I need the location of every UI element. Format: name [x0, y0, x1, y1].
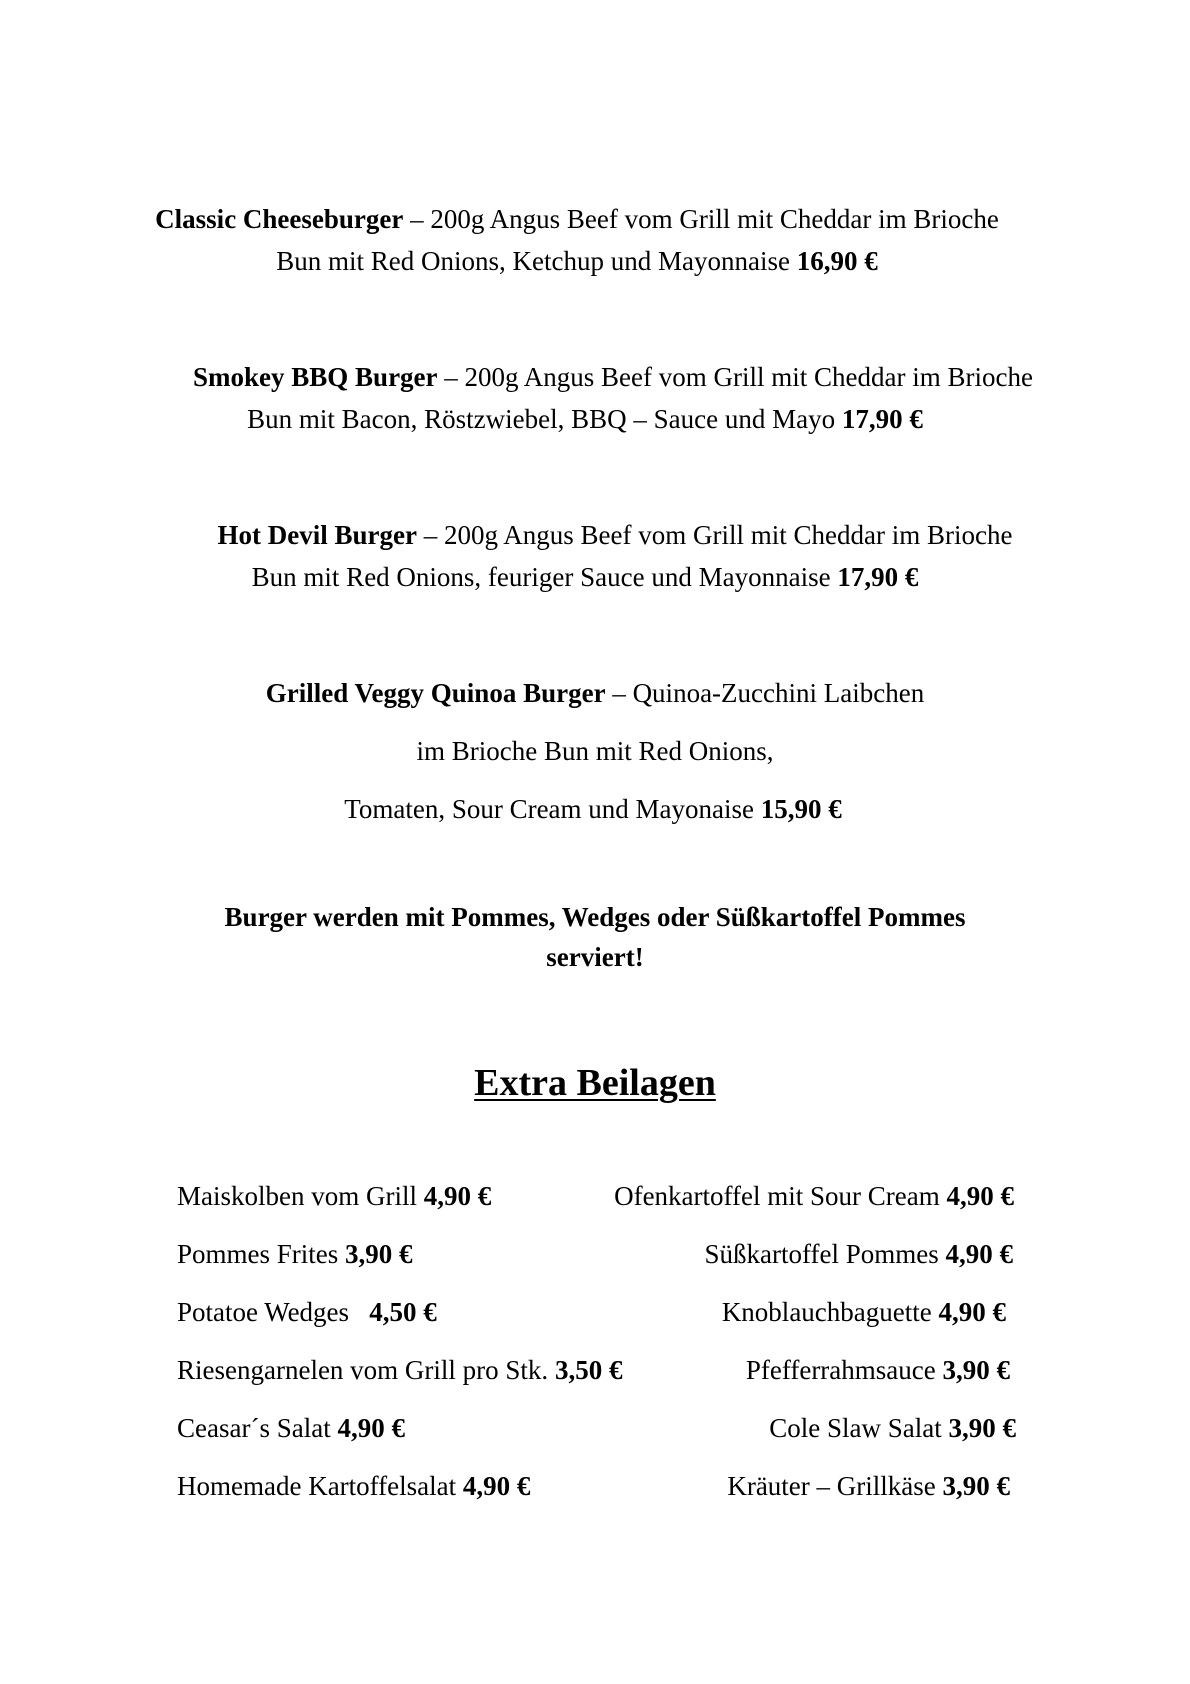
burger-1-desc-cont: Bun mit Red Onions, Ketchup und Mayonnaise: [276, 246, 797, 276]
extra-right-4: [746, 1357, 1010, 1384]
extra-right-5-price: 3,90 €: [948, 1413, 1016, 1443]
burger-1-line-1: [0, 206, 1172, 233]
extra-left-5-price: 4,90 €: [337, 1413, 405, 1443]
burger-3-name: Hot Devil Burger: [217, 520, 418, 550]
extra-right-1-name: Ofenkartoffel mit Sour Cream: [614, 1181, 947, 1211]
burger-2-name: Smokey BBQ Burger: [193, 362, 438, 392]
burger-1-desc: – 200g Angus Beef vom Grill mit Cheddar im Brioche: [403, 204, 999, 234]
extra-left-2-name: Pommes Frites: [177, 1239, 346, 1269]
extra-left-2-price: 3,90 €: [345, 1239, 413, 1269]
burger-4-line-2: [0, 738, 1190, 765]
burger-1-line-2: [0, 248, 1172, 275]
extra-right-6-price: 3,90 €: [942, 1471, 1010, 1501]
extras-title: Extra Beilagen: [474, 1062, 716, 1104]
extra-right-2: [705, 1241, 1013, 1268]
burger-4-desc-cont: im Brioche Bun mit Red Onions,: [416, 736, 774, 766]
extra-left-4: [177, 1357, 622, 1384]
burger-2-price: 17,90 €: [841, 404, 923, 434]
extra-right-6: [727, 1473, 1010, 1500]
extra-right-6-name: Kräuter – Grillkäse: [727, 1471, 943, 1501]
extra-left-4-price: 3,50 €: [554, 1355, 623, 1385]
extras-heading: [0, 1064, 1190, 1102]
burger-1-price: 16,90 €: [796, 246, 878, 276]
extra-left-5-name: Ceasar´s Salat: [177, 1413, 338, 1443]
extra-right-3: [722, 1299, 1006, 1326]
extra-right-5-name: Cole Slaw Salat: [769, 1413, 949, 1443]
burger-2-line-2: [0, 406, 1180, 433]
extra-left-4-name: Riesengarnelen vom Grill pro Stk.: [177, 1355, 555, 1385]
extra-left-5: [177, 1415, 405, 1442]
extra-left-6-price: 4,90 €: [462, 1471, 531, 1501]
burger-4-line-1: [0, 680, 1190, 707]
extra-right-3-price: 4,90 €: [938, 1297, 1006, 1327]
extra-left-1-name: Maiskolben vom Grill: [177, 1181, 424, 1211]
extra-right-3-name: Knoblauchbaguette: [721, 1297, 939, 1327]
burger-2-line-1: [18, 364, 1190, 391]
extra-right-2-name: Süßkartoffel Pommes: [704, 1239, 946, 1269]
extra-left-3-name: Potatoe Wedges: [177, 1297, 370, 1327]
extra-left-6: [177, 1473, 530, 1500]
extra-right-1: [614, 1183, 1014, 1210]
extra-left-3: [177, 1299, 437, 1326]
burger-3-line-1: [20, 522, 1190, 549]
burger-3-desc: – 200g Angus Beef vom Grill mit Cheddar im Brioche: [417, 520, 1013, 550]
extra-left-1-price: 4,90 €: [423, 1181, 492, 1211]
extra-right-1-price: 4,90 €: [946, 1181, 1014, 1211]
burger-2-desc-cont: Bun mit Bacon, Röstzwiebel, BBQ – Sauce und Mayo: [247, 404, 842, 434]
burger-1-name: Classic Cheeseburger: [155, 204, 404, 234]
extra-left-3-price: 4,50 €: [369, 1297, 437, 1327]
extra-right-5: [769, 1415, 1016, 1442]
burger-2-desc: – 200g Angus Beef vom Grill mit Cheddar im Brioche: [437, 362, 1033, 392]
extra-right-2-price: 4,90 €: [945, 1239, 1013, 1269]
extra-left-6-name: Homemade Kartoffelsalat: [177, 1471, 463, 1501]
burger-4-price: 15,90 €: [760, 794, 842, 824]
extra-left-2: [177, 1241, 413, 1268]
burger-4-desc: – Quinoa-Zucchini Laibchen: [605, 678, 925, 708]
serving-note-line-2: serviert!: [546, 942, 644, 972]
burger-4-desc-cont-2: Tomaten, Sour Cream und Mayonaise: [344, 794, 761, 824]
burger-3-desc-cont: Bun mit Red Onions, feuriger Sauce und Mayonnaise: [251, 562, 838, 592]
serving-note-line-1: Burger werden mit Pommes, Wedges oder Süßkartoffel Pommes: [224, 902, 966, 932]
burger-3-line-2: [0, 564, 1180, 591]
extra-right-4-price: 3,90 €: [942, 1355, 1010, 1385]
extra-right-4-name: Pfefferrahmsauce: [745, 1355, 943, 1385]
burger-4-name: Grilled Veggy Quinoa Burger: [265, 678, 606, 708]
extra-left-1: [177, 1183, 491, 1210]
burger-3-price: 17,90 €: [837, 562, 919, 592]
burger-4-line-3: [0, 796, 1188, 823]
